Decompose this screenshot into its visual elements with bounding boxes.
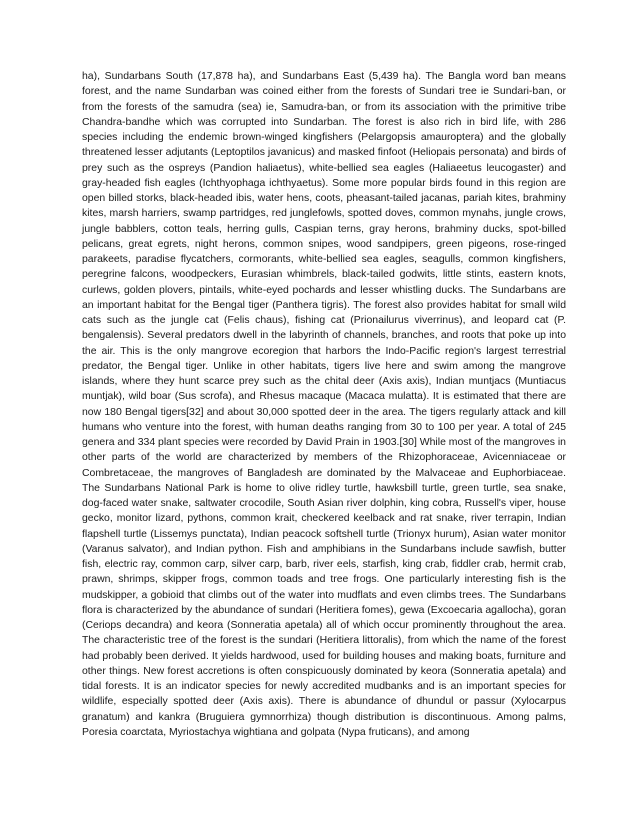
body-paragraph: ha), Sundarbans South (17,878 ha), and Sundarbans East (5,439 ha). The Bangla word ban means forest, and the name Sundarban was coined either from the forests of Sundari tree ie Sundari-ban, or from the forests of the samudra (sea) ie, Samudra-ban, or from its association with the primitive tribe Chandra-bandhe which was corrupted into Sundarban. The forest is also rich in bird life, with 286 species including the endemic brown-winged kingfishers (Pelargopsis amauroptera) and the globally threatened lesser adjutants (Leptoptilos javanicus) and masked finfoot (Heliopais personata) and birds of prey such as the ospreys (Pandion haliaetus), white-bellied sea eagles (Haliaeetus leucogaster) and gray-headed fish eagles (Ichthyophaga ichthyaetus). Some more popular birds found in this region are open billed storks, black-headed ibis, water hens, coots, pheasant-tailed jacanas, pariah kites, brahminy kites, marsh harriers, swamp partridges, red junglefowls, spotted doves, common mynahs, jungle crows, jungle babblers, cotton teals, herring gulls, Caspian terns, gray herons, brahminy ducks, spot-billed pelicans, great egrets, night herons, common snipes, wood sandpipers, green pigeons, rose-ringed parakeets, paradise flycatchers, cormorants, white-bellied sea eagles, seagulls, common kingfishers, peregrine falcons, woodpeckers, Eurasian whimbrels, black-tailed godwits, little stints, eastern knots, curlews, golden plovers, pintails, white-eyed pochards and lesser whistling ducks. The Sundarbans are an important habitat for the Bengal tiger (Panthera tigris). The forest also provides habitat for small wild cats such as the jungle cat (Felis chaus), fishing cat (Prionailurus viverrinus), and leopard cat (P. bengalensis). Several predators dwell in the labyrinth of channels, branches, and roots that poke up into the air. This is the only mangrove ecoregion that harbors the Indo-Pacific region's largest terrestrial predator, the Bengal tiger. Unlike in other habitats, tigers live here and swim among the mangrove islands, where they hunt scarce prey such as the chital deer (Axis axis), Indian muntjacs (Muntiacus muntjak), wild boar (Sus scrofa), and Rhesus macaque (Macaca mulatta). It is estimated that there are now 180 Bengal tigers[32] and about 30,000 spotted deer in the area. The tigers regularly attack and kill humans who venture into the forest, with human deaths ranging from 30 to 100 per year. A total of 245 genera and 334 plant species were recorded by David Prain in 1903.[30] While most of the mangroves in other parts of the world are characterized by members of the Rhizophoraceae, Avicenniaceae or Combretaceae, the mangroves of Bangladesh are dominated by the Malvaceae and Euphorbiaceae. The Sundarbans National Park is home to olive ridley turtle, hawksbill turtle, green turtle, sea snake, dog-faced water snake, saltwater crocodile, South Asian river dolphin, king cobra, Russell's viper, house gecko, monitor lizard, pythons, common krait, checkered keelback and rat snake, river terrapin, Indian flapshell turtle (Lissemys punctata), Indian peacock softshell turtle (Trionyx hurum), Asian water monitor (Varanus salvator), and Indian python. Fish and amphibians in the Sundarbans include sawfish, butter fish, electric ray, common carp, silver carp, barb, river eels, starfish, king crab, fiddler crab, hermit crab, prawn, shrimps, skipper frogs, common toads and tree frogs. One particularly interesting fish is the mudskipper, a gobioid that climbs out of the water into mudflats and even climbs trees. The Sundarbans flora is characterized by the abundance of sundari (Heritiera fomes), gewa (Excoecaria agallocha), goran (Ceriops decandra) and keora (Sonneratia apetala) all of which occur prominently throughout the area. The characteristic tree of the forest is the sundari (Heritiera littoralis), from which the name of the forest had probably been derived. It yields hardwood, used for building houses and making boats, furniture and other things. New forest accretions is often conspicuously dominated by keora (Sonneratia apetala) and tidal forests. It is an indicator species for newly accredited mudbanks and is an important species for wildlife, especially spotted deer (Axis axis). There is abundance of dhundul or passur (Xylocarpus granatum) and kankra (Bruguiera gymnorrhiza) though distribution is discontinuous. Among palms, Poresia coarctata, Myriostachya wightiana and golpata (Nypa fruticans), and among [82,71,566,738]
